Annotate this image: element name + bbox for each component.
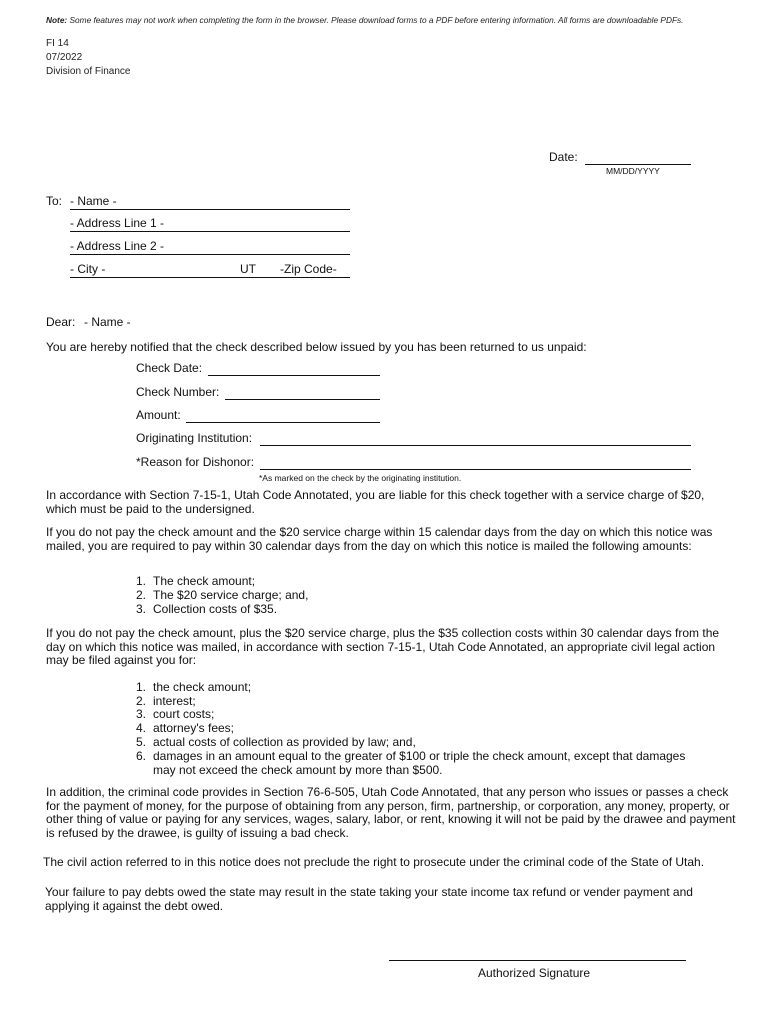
list-item [136,750,710,777]
prosecution-paragraph: The civil action referred to in this notice does not preclude the right to prosecute under the criminal code of the State of Utah. [43,855,705,869]
list-item [136,708,214,722]
form-date: 07/2022 [46,52,83,63]
signature-label: Authorized Signature [478,966,591,980]
list-number: 3. [136,707,147,721]
salutation-label: Dear: [46,315,76,329]
state-field[interactable]: UT [234,262,268,278]
list-item [136,736,416,750]
list-text: The $20 service charge; and, [153,588,309,602]
list-number: 4. [136,721,147,735]
list-number: 3. [136,602,147,616]
check-number-field[interactable] [225,385,380,400]
list-item [136,722,234,736]
division-name: Division of Finance [46,66,131,77]
list-item [136,589,308,603]
address-line-2-field[interactable]: - Address Line 2 - [70,239,350,255]
check-date-label: Check Date: [136,361,203,375]
to-label: To: [46,194,63,208]
signature-field[interactable] [389,945,686,961]
list-text: court costs; [153,707,215,721]
list-number: 2. [136,694,147,708]
list-text: attorney's fees; [153,721,234,735]
list-text: Collection costs of $35. [153,602,278,616]
civil-action-paragraph: If you do not pay the check amount, plus the $20 service charge, plus the $35 collection costs within 30 calendar days from the day on which this notice was mailed, in accordance with section 7-15-1, Utah Code Annotated, an appropriate civil legal action may be filed against you for: [46,626,720,668]
city-field[interactable]: - City - [70,262,234,278]
amount-field[interactable] [186,408,380,423]
list-text: damages in an amount equal to the greater of $100 or triple the check amount, except that damages may not exceed the check amount by more than $500. [153,749,686,777]
list-number: 1. [136,680,147,694]
recipient-name-field[interactable]: - Name - [70,194,350,210]
date-label: Date: [549,150,578,164]
list-item [136,575,255,589]
check-date-field[interactable] [208,361,380,376]
list-item [136,681,251,695]
form-id: FI 14 [46,38,69,49]
note-label: Note: [46,15,68,25]
date-format-hint: MM/DD/YYYY [606,166,660,176]
date-field[interactable] [585,150,691,165]
liability-paragraph: In accordance with Section 7-15-1, Utah Code Annotated, you are liable for this check together with a service charge of $20, which must be paid to the undersigned. [46,488,705,516]
zip-code-field[interactable]: -Zip Code- [268,262,350,278]
list-item [136,603,277,617]
payment-deadline-paragraph: If you do not pay the check amount and the $20 service charge within 15 calendar days from the day on which this notice was mailed, you are required to pay within 30 calendar days from the day on which this notice is mailed the following amounts: [46,525,713,553]
reason-footnote: *As marked on the check by the originating institution. [259,473,462,483]
list-number: 2. [136,588,147,602]
list-number: 1. [136,574,147,588]
list-text: actual costs of collection as provided by law; and, [153,735,416,749]
list-text: interest; [153,694,196,708]
intro-text: You are hereby notified that the check described below issued by you has been returned to us unpaid: [46,340,587,354]
list-number: 6. [136,749,147,763]
address-line-1-field[interactable]: - Address Line 1 - [70,216,350,232]
browser-note [46,15,683,25]
list-text: the check amount; [153,680,252,694]
reason-for-dishonor-field[interactable] [260,455,691,470]
salutation-name[interactable]: - Name - [84,315,131,329]
check-number-label: Check Number: [136,385,220,399]
reason-for-dishonor-label: *Reason for Dishonor: [136,455,255,469]
note-text: Some features may not work when completing the form in the browser. Please download forms to a PDF before entering information. All forms are downloadable PDFs. [69,15,684,25]
list-number: 5. [136,735,147,749]
originating-institution-field[interactable] [260,431,691,446]
criminal-code-paragraph: In addition, the criminal code provides in Section 76-6-505, Utah Code Annotated, that any person who issues or passes a check for the payment of money, for the purpose of obtaining from any person, firm, partnership, or corporation, any money, property, or other thing of value or paying for any services, wages, salary, labor, or rent, knowing it will not be paid by the drawee and payment is refused by the drawee, is guilty of issuing a bad check. [46,785,736,840]
tax-refund-paragraph: Your failure to pay debts owed the state may result in the state taking your state income tax refund or vender payment and applying it against the debt owed. [45,885,693,913]
amount-label: Amount: [136,408,181,422]
originating-institution-label: Originating Institution: [136,431,253,445]
list-text: The check amount; [153,574,256,588]
